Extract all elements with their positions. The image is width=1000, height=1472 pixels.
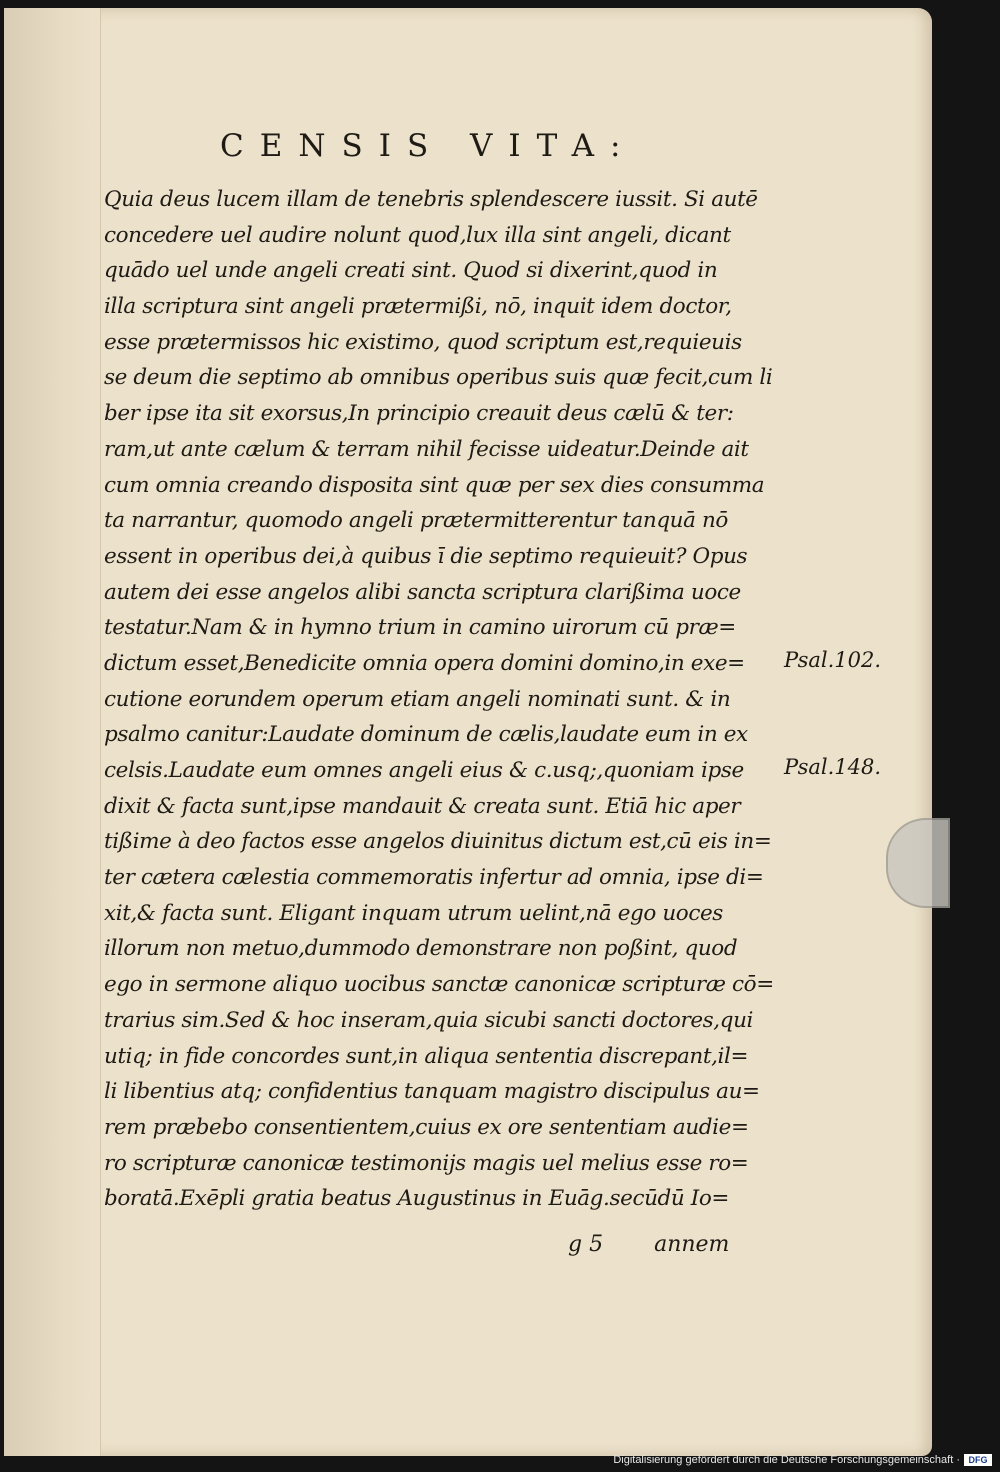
page-clip bbox=[886, 818, 950, 908]
text-line: Quia deus lucem illam de tenebris splendescere iussit. Si autē bbox=[104, 187, 758, 212]
text-line: ro scripturæ canonicæ testimonijs magis uel melius esse ro= bbox=[104, 1150, 749, 1176]
margin-note-psalm-148: Psal.148. bbox=[784, 755, 882, 779]
text-line: ram,ut ante cælum & terram nihil fecisse uideatur.Deinde ait bbox=[104, 436, 749, 462]
text-line: esse prætermissos hic existimo, quod scriptum est,requieuis bbox=[104, 329, 742, 355]
text-line: ta narrantur, quomodo angeli prætermitterentur tanquā nō bbox=[104, 508, 728, 534]
text-line: dixit & facta sunt,ipse mandauit & creata sunt. Etiā hic aper bbox=[104, 793, 741, 819]
text-line: se deum die septimo ab omnibus operibus suis quæ fecit,cum li bbox=[104, 365, 773, 391]
text-line: illorum non metuo,dummodo demonstrare non poßint, quod bbox=[104, 936, 738, 962]
margin-note-psalm-102: Psal.102. bbox=[784, 648, 882, 672]
text-line: rem præbebo consentientem,cuius ex ore sententiam audie= bbox=[104, 1114, 749, 1140]
text-line: tißime à deo factos esse angelos diuinitus dictum est,cū eis in= bbox=[104, 829, 772, 855]
text-line: li libentius atq; confidentius tanquam magistro discipulus au= bbox=[104, 1079, 760, 1105]
text-line: quādo uel unde angeli creati sint. Quod si dixerint,quod in bbox=[104, 258, 718, 284]
body-text bbox=[104, 182, 776, 1217]
page-bottom-line bbox=[568, 1232, 729, 1257]
digitization-footer bbox=[613, 1454, 992, 1466]
text-line: ber ipse ita sit exorsus,In principio creauit deus cælū & ter: bbox=[104, 401, 734, 427]
catchword: annem bbox=[654, 1232, 730, 1257]
text-line: cum omnia creando disposita sint quæ per sex dies consumma bbox=[104, 472, 765, 498]
text-line: autem dei esse angelos alibi sancta scriptura clarißima uoce bbox=[104, 579, 741, 605]
text-line: testatur.Nam & in hymno trium in camino uirorum cū præ= bbox=[104, 615, 736, 641]
text-line: utiq; in fide concordes sunt,in aliqua sententia discrepant,il= bbox=[104, 1043, 749, 1069]
text-line: dictum esset,Benedicite omnia opera domini domino,in exe= bbox=[104, 650, 745, 676]
text-line: xit,& facta sunt. Eligant inquam utrum uelint,nā ego uoces bbox=[104, 900, 723, 926]
text-line: concedere uel audire nolunt quod,lux illa sint angeli, dicant bbox=[104, 222, 731, 248]
text-line: psalmo canitur:Laudate dominum de cælis,laudate eum in ex bbox=[104, 722, 748, 748]
text-line: illa scriptura sint angeli prætermißi, nō, inquit idem doctor, bbox=[104, 294, 732, 320]
text-line: ego in sermone aliquo uocibus sanctæ canonicæ scripturæ cō= bbox=[104, 972, 774, 998]
running-head: CENSIS VITA: bbox=[220, 128, 637, 164]
text-line: trarius sim.Sed & hoc inseram,quia sicubi sancti doctores,qui bbox=[104, 1007, 754, 1033]
footer-text: Digitalisierung gefördert durch die Deutsche Forschungsgemeinschaft · bbox=[613, 1454, 960, 1466]
text-line: ter cætera cælestia commemoratis infertur ad omnia, ipse di= bbox=[104, 865, 764, 891]
dfg-logo-icon: DFG bbox=[964, 1454, 992, 1466]
text-line: essent in operibus dei,à quibus ī die septimo requieuit? Opus bbox=[104, 543, 748, 569]
text-line: cutione eorundem operum etiam angeli nominati sunt. & in bbox=[104, 686, 731, 712]
signature-mark: g 5 bbox=[568, 1232, 604, 1257]
page-gutter bbox=[4, 8, 101, 1456]
text-line: celsis.Laudate eum omnes angeli eius & c.usq;,quoniam ipse bbox=[104, 758, 744, 783]
text-line: boratā.Exēpli gratia beatus Augustinus in Euāg.secūdū Io= bbox=[104, 1186, 730, 1212]
